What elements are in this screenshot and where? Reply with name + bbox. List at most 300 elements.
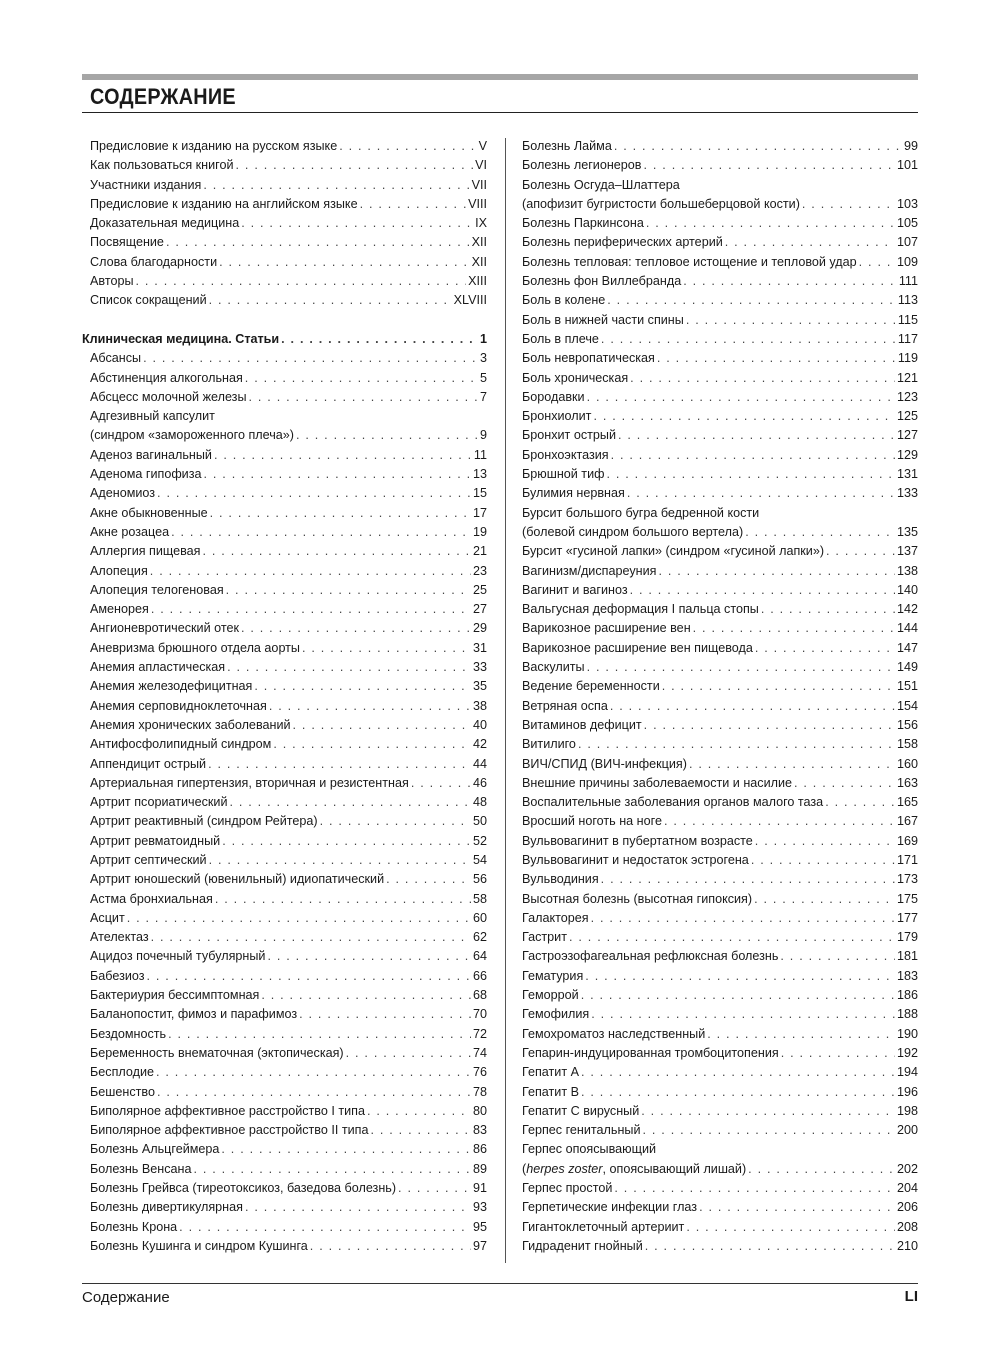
toc-entry-title: Биполярное аффективное расстройство II типа (90, 1123, 369, 1138)
toc-entry[interactable] (82, 1083, 487, 1102)
toc-leader (226, 581, 471, 600)
toc-entry-page: 31 (472, 640, 487, 655)
toc-entry-page: 17 (472, 505, 487, 520)
toc-entry-title: Посвящение (90, 235, 164, 250)
toc-entry-title: Бешенство (90, 1084, 155, 1099)
toc-entry[interactable] (82, 484, 487, 503)
toc-entry[interactable] (82, 195, 487, 214)
toc-leader (203, 542, 471, 561)
toc-entry[interactable] (522, 986, 918, 1005)
toc-entry[interactable] (522, 1063, 918, 1082)
toc-entry-page: 25 (472, 582, 487, 597)
toc-entry-page: 83 (472, 1123, 487, 1138)
toc-entry-title: Ацидоз почечный тубулярный (90, 949, 266, 964)
toc-leader (261, 986, 471, 1005)
toc-leader (645, 1237, 895, 1256)
toc-leader (299, 1005, 471, 1024)
toc-entry[interactable] (522, 928, 918, 947)
toc-entry[interactable] (82, 909, 487, 928)
toc-leader (643, 1121, 895, 1140)
toc-leader (754, 890, 895, 909)
toc-leader (581, 1083, 895, 1102)
toc-entry[interactable] (82, 832, 487, 851)
toc-entry-title: Гемофилия (522, 1007, 590, 1022)
toc-entry[interactable] (522, 542, 918, 561)
toc-entry-title: Болезнь Осгуда–Шлаттера (522, 177, 680, 192)
toc-entry[interactable] (522, 1005, 918, 1024)
toc-entry[interactable] (82, 349, 487, 368)
left-entries-list (82, 349, 487, 1256)
toc-leader (320, 812, 471, 831)
toc-entry[interactable] (82, 619, 487, 638)
toc-entry-page: 93 (472, 1200, 487, 1215)
toc-entry[interactable] (522, 523, 918, 542)
toc-left-column (82, 137, 487, 1256)
toc-entry-title: Аппендицит острый (90, 756, 207, 771)
toc-section-page: 1 (479, 331, 487, 346)
toc-entry[interactable] (82, 388, 487, 407)
toc-entry-page: 177 (896, 910, 918, 925)
toc-entry-page: 15 (472, 486, 487, 501)
toc-entry-title: Болезнь периферических артерий (522, 235, 723, 250)
toc-entry[interactable] (522, 755, 918, 774)
toc-entry-title: Бронхиолит (522, 409, 592, 424)
toc-entry[interactable] (522, 407, 918, 426)
toc-entry[interactable] (82, 581, 487, 600)
toc-entry-page: 40 (472, 717, 487, 732)
toc-entry-title: ВИЧ/СПИД (ВИЧ-инфекция) (522, 756, 687, 771)
toc-leader (241, 214, 473, 233)
toc-entry-title: Болезнь тепловая: тепловое истощение и тепловой удар (522, 254, 857, 269)
toc-leader (614, 1179, 895, 1198)
toc-entry[interactable] (522, 600, 918, 619)
toc-leader (699, 1198, 895, 1217)
toc-leader (825, 793, 895, 812)
toc-entry[interactable] (522, 233, 918, 252)
toc-entry-page: 127 (896, 428, 918, 443)
toc-entry-title: Абсцесс молочной железы (90, 389, 247, 404)
toc-entry-page: 111 (898, 274, 918, 289)
toc-entry[interactable] (522, 851, 918, 870)
toc-entry[interactable] (82, 812, 487, 831)
toc-leader (254, 677, 471, 696)
section-gap (82, 311, 487, 330)
toc-entry-page: 133 (896, 486, 918, 501)
toc-entry-page: 115 (897, 312, 918, 327)
toc-entry-page: IX (475, 216, 487, 231)
toc-entry-page: 138 (896, 563, 918, 578)
toc-entry-page: 200 (896, 1123, 918, 1138)
toc-entry-title: Анемия серповидноклеточная (90, 698, 267, 713)
toc-entry[interactable] (522, 1237, 918, 1256)
toc-entry[interactable] (82, 967, 487, 986)
toc-leader (780, 947, 895, 966)
toc-entry-page: 58 (472, 891, 487, 906)
toc-entry-title: Аденомиоз (90, 486, 156, 501)
toc-entry-title: (herpes zoster, опоясывающий лишай) (522, 1161, 747, 1176)
toc-leader (618, 426, 895, 445)
toc-entry[interactable] (522, 716, 918, 735)
toc-entry[interactable] (522, 967, 918, 986)
toc-entry[interactable] (82, 253, 487, 272)
toc-entry-title: Аменорея (90, 602, 149, 617)
toc-entry-title: Бурсит «гусиной лапки» (синдром «гусиной лапки») (522, 544, 825, 559)
toc-leader (683, 272, 897, 291)
toc-entry[interactable] (522, 1121, 918, 1140)
toc-entry[interactable] (522, 1179, 918, 1198)
toc-entry-title: Артрит реактивный (синдром Рейтера) (90, 814, 318, 829)
toc-entry[interactable] (82, 1218, 487, 1237)
toc-entry-page: 190 (896, 1026, 918, 1041)
toc-entry[interactable] (82, 697, 487, 716)
toc-leader (227, 658, 471, 677)
toc-entry-title: Гепатит А (522, 1065, 579, 1080)
toc-entry-title: Асцит (90, 910, 125, 925)
toc-entry-page: 62 (472, 930, 487, 945)
toc-entry-page: 173 (896, 872, 918, 887)
toc-entry[interactable] (522, 156, 918, 175)
toc-entry[interactable] (82, 755, 487, 774)
toc-entry-title: Астма бронхиальная (90, 891, 213, 906)
right-entries-list (522, 137, 918, 1256)
toc-leader (569, 928, 895, 947)
toc-entry[interactable] (522, 272, 918, 291)
toc-entry-title: Аллергия пищевая (90, 544, 201, 559)
toc-entry[interactable] (82, 1237, 487, 1256)
toc-entry-title: Болезнь Грейвса (тиреотоксикоз, базедова болезнь) (90, 1181, 397, 1196)
toc-entry-title: Ангионевротический отек (90, 621, 239, 636)
toc-entry-page: 123 (896, 389, 918, 404)
toc-leader (725, 233, 895, 252)
toc-leader (267, 947, 471, 966)
toc-entry-title: Гепатит С вирусный (522, 1103, 640, 1118)
toc-entry[interactable] (522, 214, 918, 233)
toc-leader (707, 1025, 895, 1044)
toc-entry[interactable] (82, 677, 487, 696)
toc-entry-title: Алопеция (90, 563, 148, 578)
toc-leader (360, 195, 467, 214)
toc-entry-title: Гепатит В (522, 1084, 579, 1099)
toc-entry[interactable] (522, 1198, 918, 1217)
toc-entry[interactable] (522, 639, 918, 658)
toc-entry[interactable] (82, 272, 487, 291)
toc-entry-title: Бурсит большого бугра бедренной кости (522, 505, 760, 520)
toc-entry[interactable] (522, 137, 918, 156)
toc-leader (151, 600, 471, 619)
toc-entry-title: Гастрит (522, 930, 567, 945)
toc-entry-page: 163 (896, 775, 918, 790)
toc-leader (245, 369, 478, 388)
toc-entry[interactable] (82, 735, 487, 754)
toc-entry[interactable] (522, 735, 918, 754)
toc-entry[interactable] (522, 1102, 918, 1121)
toc-entry[interactable] (522, 562, 918, 581)
front-matter-list (82, 137, 487, 311)
toc-entry-page: 54 (472, 852, 487, 867)
toc-entry[interactable] (82, 1102, 487, 1121)
toc-leader (302, 639, 471, 658)
toc-entry[interactable] (82, 716, 487, 735)
toc-entry-page: 167 (896, 814, 918, 829)
toc-entry-title: Вросший ноготь на ноге (522, 814, 662, 829)
toc-entry[interactable] (82, 156, 487, 175)
toc-entry-page: 11 (473, 447, 487, 462)
toc-entry-title: Алопеция телогеновая (90, 582, 224, 597)
toc-entry-page: 76 (472, 1065, 487, 1080)
toc-entry[interactable] (522, 484, 918, 503)
toc-entry[interactable] (82, 1044, 487, 1063)
toc-entry[interactable] (82, 446, 487, 465)
toc-entry[interactable] (82, 870, 487, 889)
toc-entry-title: Боль в плече (522, 331, 599, 346)
toc-entry-title: Адгезивный капсулит (90, 409, 215, 424)
toc-entry-title: Аденома гипофиза (90, 467, 202, 482)
toc-entry[interactable] (522, 330, 918, 349)
toc-entry-page: 89 (472, 1161, 487, 1176)
toc-entry-title: Булимия нервная (522, 486, 625, 501)
toc-section-heading[interactable] (82, 330, 487, 349)
toc-entry-title: Вагинизм/диспареуния (522, 563, 657, 578)
toc-entry-title: Ветряная оспа (522, 698, 608, 713)
toc-entry[interactable] (522, 1044, 918, 1063)
toc-leader (310, 1237, 471, 1256)
toc-entry-page: 109 (896, 254, 918, 269)
toc-entry-title: Аневризма брюшного отдела аорты (90, 640, 300, 655)
toc-entry-page: 117 (897, 331, 918, 346)
toc-entry-title: Болезнь дивертикулярная (90, 1200, 243, 1215)
toc-entry-page: 42 (472, 737, 487, 752)
toc-entry[interactable] (522, 697, 918, 716)
toc-entry[interactable] (82, 407, 487, 426)
toc-leader (150, 562, 471, 581)
toc-leader (293, 716, 471, 735)
toc-entry-title: Ателектаз (90, 930, 149, 945)
toc-leader (203, 176, 469, 195)
toc-leader (751, 851, 895, 870)
toc-entry[interactable] (522, 658, 918, 677)
toc-leader (179, 1218, 471, 1237)
toc-entry[interactable] (82, 928, 487, 947)
toc-entry-page: 50 (472, 814, 487, 829)
toc-entry[interactable] (82, 523, 487, 542)
toc-entry[interactable] (522, 369, 918, 388)
toc-entry[interactable] (522, 870, 918, 889)
toc-entry-title: Боль хроническая (522, 370, 629, 385)
toc-entry[interactable] (82, 562, 487, 581)
toc-entry-title: Артрит юношеский (ювенильный) идиопатический (90, 872, 385, 887)
toc-entry-title: Ведение беременности (522, 679, 660, 694)
toc-entry-page: 99 (903, 139, 918, 153)
toc-entry-title: Геморрой (522, 988, 579, 1003)
toc-entry[interactable] (82, 793, 487, 812)
toc-leader (761, 600, 895, 619)
toc-entry-title: Витаминов дефицит (522, 717, 642, 732)
toc-entry[interactable] (522, 388, 918, 407)
column-divider (505, 138, 506, 1263)
toc-entry[interactable] (522, 253, 918, 272)
toc-leader (662, 677, 895, 696)
toc-entry-page: V (478, 139, 487, 153)
toc-entry-title: Гидраденит гнойный (522, 1238, 643, 1253)
toc-entry-page: 64 (472, 949, 487, 964)
toc-leader (221, 1140, 471, 1159)
toc-entry-page: 204 (896, 1181, 918, 1196)
toc-entry-page: 60 (472, 910, 487, 925)
toc-entry-title: Авторы (90, 274, 134, 289)
toc-leader (215, 890, 471, 909)
toc-entry[interactable] (82, 1025, 487, 1044)
toc-leader (826, 542, 895, 561)
toc-leader (346, 1044, 471, 1063)
toc-entry[interactable] (522, 890, 918, 909)
toc-leader (143, 349, 478, 368)
toc-entry[interactable] (522, 812, 918, 831)
toc-leader (646, 214, 895, 233)
toc-entry[interactable] (522, 195, 918, 214)
toc-leader (745, 523, 895, 542)
toc-entry-page: 142 (896, 602, 918, 617)
toc-entry-title: Гепарин-индуцированная тромбоцитопения (522, 1045, 779, 1060)
toc-leader (644, 156, 895, 175)
toc-entry-page: 5 (479, 370, 487, 385)
toc-entry[interactable] (522, 619, 918, 638)
toc-entry-title: Бронхит острый (522, 428, 616, 443)
toc-leader (644, 716, 895, 735)
toc-entry-page: 48 (472, 795, 487, 810)
toc-entry[interactable] (522, 581, 918, 600)
toc-entry[interactable] (82, 1005, 487, 1024)
toc-entry[interactable] (82, 542, 487, 561)
toc-entry[interactable] (82, 890, 487, 909)
toc-entry-page: 208 (896, 1219, 918, 1234)
toc-entry[interactable] (82, 504, 487, 523)
toc-entry[interactable] (522, 1083, 918, 1102)
toc-entry-page: 66 (472, 968, 487, 983)
toc-leader (151, 928, 471, 947)
toc-entry-title: (апофизит бугристости большеберцовой кости) (522, 196, 800, 211)
toc-entry[interactable] (82, 1140, 487, 1159)
toc-leader (641, 1102, 895, 1121)
toc-entry[interactable] (82, 214, 487, 233)
toc-entry[interactable] (82, 774, 487, 793)
toc-leader (281, 330, 478, 349)
toc-entry-title: Антифосфолипидный синдром (90, 737, 272, 752)
toc-leader (386, 870, 471, 889)
toc-entry[interactable] (82, 600, 487, 619)
toc-entry[interactable] (522, 311, 918, 330)
toc-leader (208, 755, 471, 774)
toc-leader (591, 1005, 895, 1024)
toc-entry[interactable] (522, 909, 918, 928)
toc-entry-title: Артрит псориатический (90, 795, 228, 810)
toc-leader (607, 291, 896, 310)
toc-entry[interactable] (522, 426, 918, 445)
toc-entry-title: Внешние причины заболеваемости и насилие (522, 775, 793, 790)
toc-entry[interactable] (82, 986, 487, 1005)
toc-leader (193, 1160, 471, 1179)
toc-entry[interactable] (82, 426, 487, 445)
toc-entry-page: 13 (472, 467, 487, 482)
toc-entry-page: XLVIII (453, 293, 487, 308)
toc-entry[interactable] (82, 1198, 487, 1217)
toc-entry-page: 97 (472, 1238, 487, 1253)
toc-leader (210, 504, 471, 523)
toc-entry-page: 29 (472, 621, 487, 636)
toc-entry[interactable] (82, 658, 487, 677)
toc-entry-page: 68 (472, 988, 487, 1003)
toc-leader (581, 986, 895, 1005)
toc-entry[interactable] (82, 176, 487, 195)
toc-entry-page: 9 (479, 428, 487, 443)
toc-entry[interactable] (82, 1121, 487, 1140)
toc-entry-page: 147 (896, 640, 918, 655)
toc-entry-title: Гемохроматоз наследственный (522, 1026, 706, 1041)
toc-entry-title: Артрит ревматоидный (90, 833, 221, 848)
toc-leader (693, 619, 895, 638)
toc-entry[interactable] (522, 793, 918, 812)
toc-entry[interactable] (522, 349, 918, 368)
toc-entry[interactable] (522, 1140, 918, 1159)
toc-leader (610, 697, 895, 716)
toc-entry[interactable] (82, 639, 487, 658)
toc-leader (296, 426, 478, 445)
toc-entry-title: Бабезиоз (90, 968, 145, 983)
toc-entry-title: Бронхоэктазия (522, 447, 609, 462)
toc-entry-title: Болезнь Венсана (90, 1161, 192, 1176)
toc-entry-page: 44 (472, 756, 487, 771)
toc-entry-title: Артериальная гипертензия, вторичная и резистентная (90, 775, 409, 790)
toc-entry-page: 179 (896, 930, 918, 945)
toc-entry-page: 165 (896, 795, 918, 810)
toc-entry[interactable] (82, 1063, 487, 1082)
toc-leader (273, 735, 471, 754)
toc-leader (794, 774, 895, 793)
toc-entry[interactable] (522, 446, 918, 465)
toc-entry[interactable] (522, 1025, 918, 1044)
toc-entry[interactable] (522, 176, 918, 195)
toc-entry[interactable] (82, 1179, 487, 1198)
toc-entry[interactable] (82, 291, 487, 310)
toc-entry-title: Предисловие к изданию на английском языке (90, 196, 358, 211)
toc-entry[interactable] (82, 465, 487, 484)
toc-entry[interactable] (82, 1160, 487, 1179)
toc-entry-page: 149 (896, 660, 918, 675)
toc-entry[interactable] (522, 947, 918, 966)
toc-leader (370, 1121, 471, 1140)
toc-entry-title: Боль невропатическая (522, 351, 655, 366)
toc-entry-title: Анемия апластическая (90, 660, 226, 675)
toc-leader (658, 562, 895, 581)
toc-entry[interactable] (82, 137, 487, 156)
toc-entry[interactable] (522, 1160, 918, 1179)
toc-entry-page: 129 (896, 447, 918, 462)
toc-entry-page: 158 (896, 737, 918, 752)
toc-entry[interactable] (522, 465, 918, 484)
toc-entry[interactable] (82, 947, 487, 966)
toc-entry[interactable] (82, 233, 487, 252)
toc-entry[interactable] (522, 504, 918, 523)
toc-entry[interactable] (82, 369, 487, 388)
toc-entry[interactable] (82, 851, 487, 870)
toc-leader (601, 870, 895, 889)
toc-entry[interactable] (522, 677, 918, 696)
toc-entry-page: 140 (896, 582, 918, 597)
toc-entry[interactable] (522, 832, 918, 851)
toc-entry[interactable] (522, 774, 918, 793)
toc-entry-title: Акне обыкновенные (90, 505, 208, 520)
toc-entry[interactable] (522, 1218, 918, 1237)
toc-entry[interactable] (522, 291, 918, 310)
